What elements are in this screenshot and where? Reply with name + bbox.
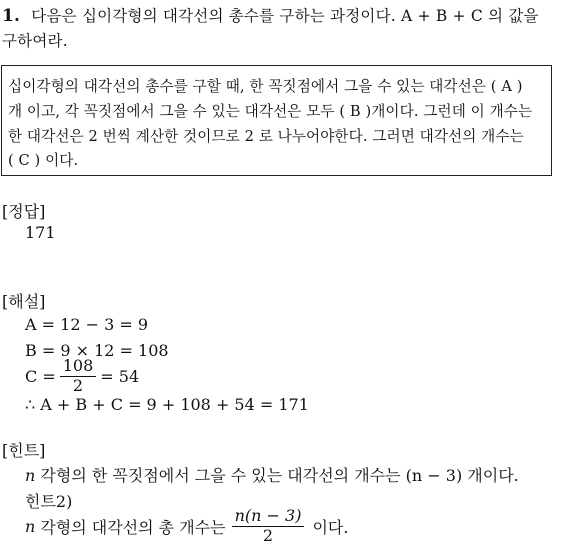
hint-var-n: n	[25, 466, 36, 485]
hint-line-1	[25, 463, 519, 486]
question-text-1: 다음은 십이각형의 대각선의 총수를 구하는 과정이다. A + B + C 의 값을	[31, 7, 539, 25]
passage-line-3: 한 대각선은 2 번씩 계산한 것이므로 2 로 나누어야한다. 그러면 대각선의 개수는	[8, 128, 524, 145]
solution-heading: [해설]	[2, 292, 46, 311]
hint-fraction	[232, 508, 305, 545]
hint-text-2: 각형의 대각선의 총 개수는	[40, 517, 226, 537]
solution-eq-c	[25, 358, 139, 395]
eq-c-left: C =	[25, 366, 56, 386]
eq-c-numerator: 108	[60, 358, 97, 377]
question-line-2: 구하여라.	[2, 32, 68, 50]
hint2-var-n: n	[25, 516, 36, 536]
solution-eq-sum: ∴ A + B + C = 9 + 108 + 54 = 171	[25, 395, 309, 414]
hint-denominator: 2	[262, 525, 274, 545]
solution-eq-b: B = 9 × 12 = 108	[25, 341, 169, 360]
question-line-1	[2, 4, 539, 26]
hint2-label: 힌트2)	[25, 492, 73, 511]
eq-c-right: = 54	[100, 366, 140, 386]
solution-eq-a: A = 12 − 3 = 9	[25, 315, 149, 334]
passage-line-4: ( C ) 이다.	[8, 152, 79, 169]
passage-line-2: 개 이고, 각 꼭짓점에서 그을 수 있는 대각선은 모두 ( B )개이다. 그런데 이 개수는	[8, 103, 533, 120]
answer-value: 171	[25, 223, 56, 242]
eq-c-denominator: 2	[72, 375, 84, 395]
eq-c-fraction	[60, 358, 97, 395]
hint-heading: [힌트]	[2, 441, 46, 460]
hint-text-end: 이다.	[312, 517, 349, 537]
passage-box	[1, 65, 552, 176]
answer-heading: [정답]	[2, 202, 46, 221]
passage-line-1: 십이각형의 대각선의 총수를 구할 때, 한 꼭짓점에서 그을 수 있는 대각선은 ( A )	[8, 78, 523, 95]
hint-text-1: 각형의 한 꼭짓점에서 그을 수 있는 대각선의 개수는 (n − 3) 개이다.	[40, 466, 519, 485]
hint-numerator: n(n − 3)	[232, 508, 305, 527]
hint-line-2	[25, 508, 348, 545]
question-number: 1.	[2, 6, 21, 26]
